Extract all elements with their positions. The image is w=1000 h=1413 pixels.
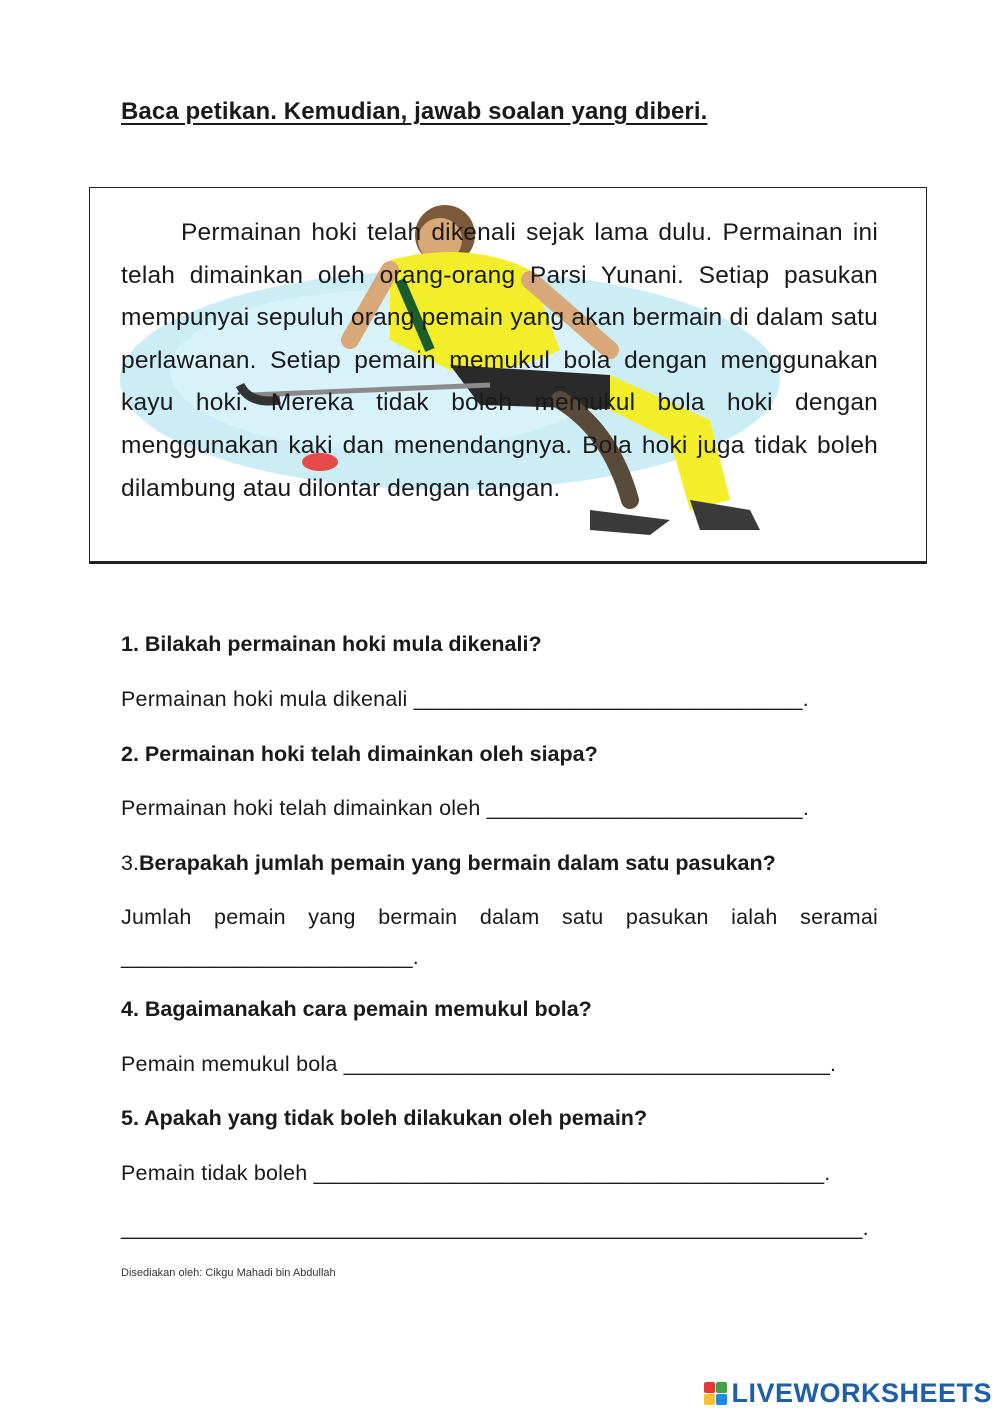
question-2: 2. Permainan hoki telah dimainkan oleh siapa? (121, 742, 598, 766)
answer-5 (121, 1161, 830, 1186)
answer-3-blank-line[interactable]: ________________________. (121, 945, 419, 969)
question-3-text: Berapakah jumlah pemain yang bermain dalam satu pasukan? (138, 851, 776, 875)
answer-5-prompt: Pemain tidak boleh (121, 1161, 308, 1185)
question-3 (121, 851, 776, 876)
passage-text: Permainan hoki telah dikenali sejak lama dulu. Permainan ini telah dimainkan oleh orang-orang Parsi Yunani. Setiap pasukan mempunyai sepuluh orang pemain yang akan bermain di dalam satu perlawanan. Setiap pemain memukul bola dengan menggunakan kayu hoki. Mereka tidak boleh memukul bola hoki dengan menggunakan kaki dan menendangnya. Bola hoki juga tidak boleh dilambung atau dilontar dengan tangan. (121, 219, 878, 502)
answer-3-blank[interactable] (121, 945, 419, 970)
answer-2-prompt: Permainan hoki telah dimainkan oleh (121, 796, 481, 820)
question-1: 1. Bilakah permainan hoki mula dikenali? (121, 632, 542, 656)
question-3-number: 3. (121, 851, 139, 875)
liveworksheets-brand (704, 1378, 992, 1409)
answer-5-blank[interactable]: __________________________________________. (307, 1161, 831, 1185)
answer-5-extra[interactable] (121, 1216, 869, 1241)
answer-5-extra-line[interactable]: _____________________________________________________________. (121, 1216, 869, 1240)
brand-text: LIVEWORKSHEETS (731, 1378, 992, 1408)
answer-4 (121, 1052, 836, 1077)
answer-4-prompt: Pemain memukul bola (121, 1052, 338, 1076)
passage-box-bottom-rule (89, 562, 927, 564)
answer-2-blank[interactable]: __________________________. (480, 796, 810, 820)
answer-1-blank[interactable]: ________________________________. (407, 687, 809, 711)
credit-text: Disediakan oleh: Cikgu Mahadi bin Abdullah (121, 1267, 336, 1279)
worksheet-title: Baca petikan. Kemudian, jawab soalan yang diberi. (121, 98, 708, 125)
answer-1-prompt: Permainan hoki mula dikenali (121, 687, 408, 711)
question-5: 5. Apakah yang tidak boleh dilakukan oleh pemain? (121, 1106, 648, 1130)
answer-2 (121, 796, 809, 821)
liveworksheets-logo-icon (704, 1382, 727, 1405)
answer-1 (121, 687, 809, 712)
question-4: 4. Bagaimanakah cara pemain memukul bola? (121, 997, 592, 1021)
answer-3-prompt: Jumlah pemain yang bermain dalam satu pasukan ialah seramai (121, 905, 878, 929)
answer-4-blank[interactable]: ________________________________________. (337, 1052, 837, 1076)
